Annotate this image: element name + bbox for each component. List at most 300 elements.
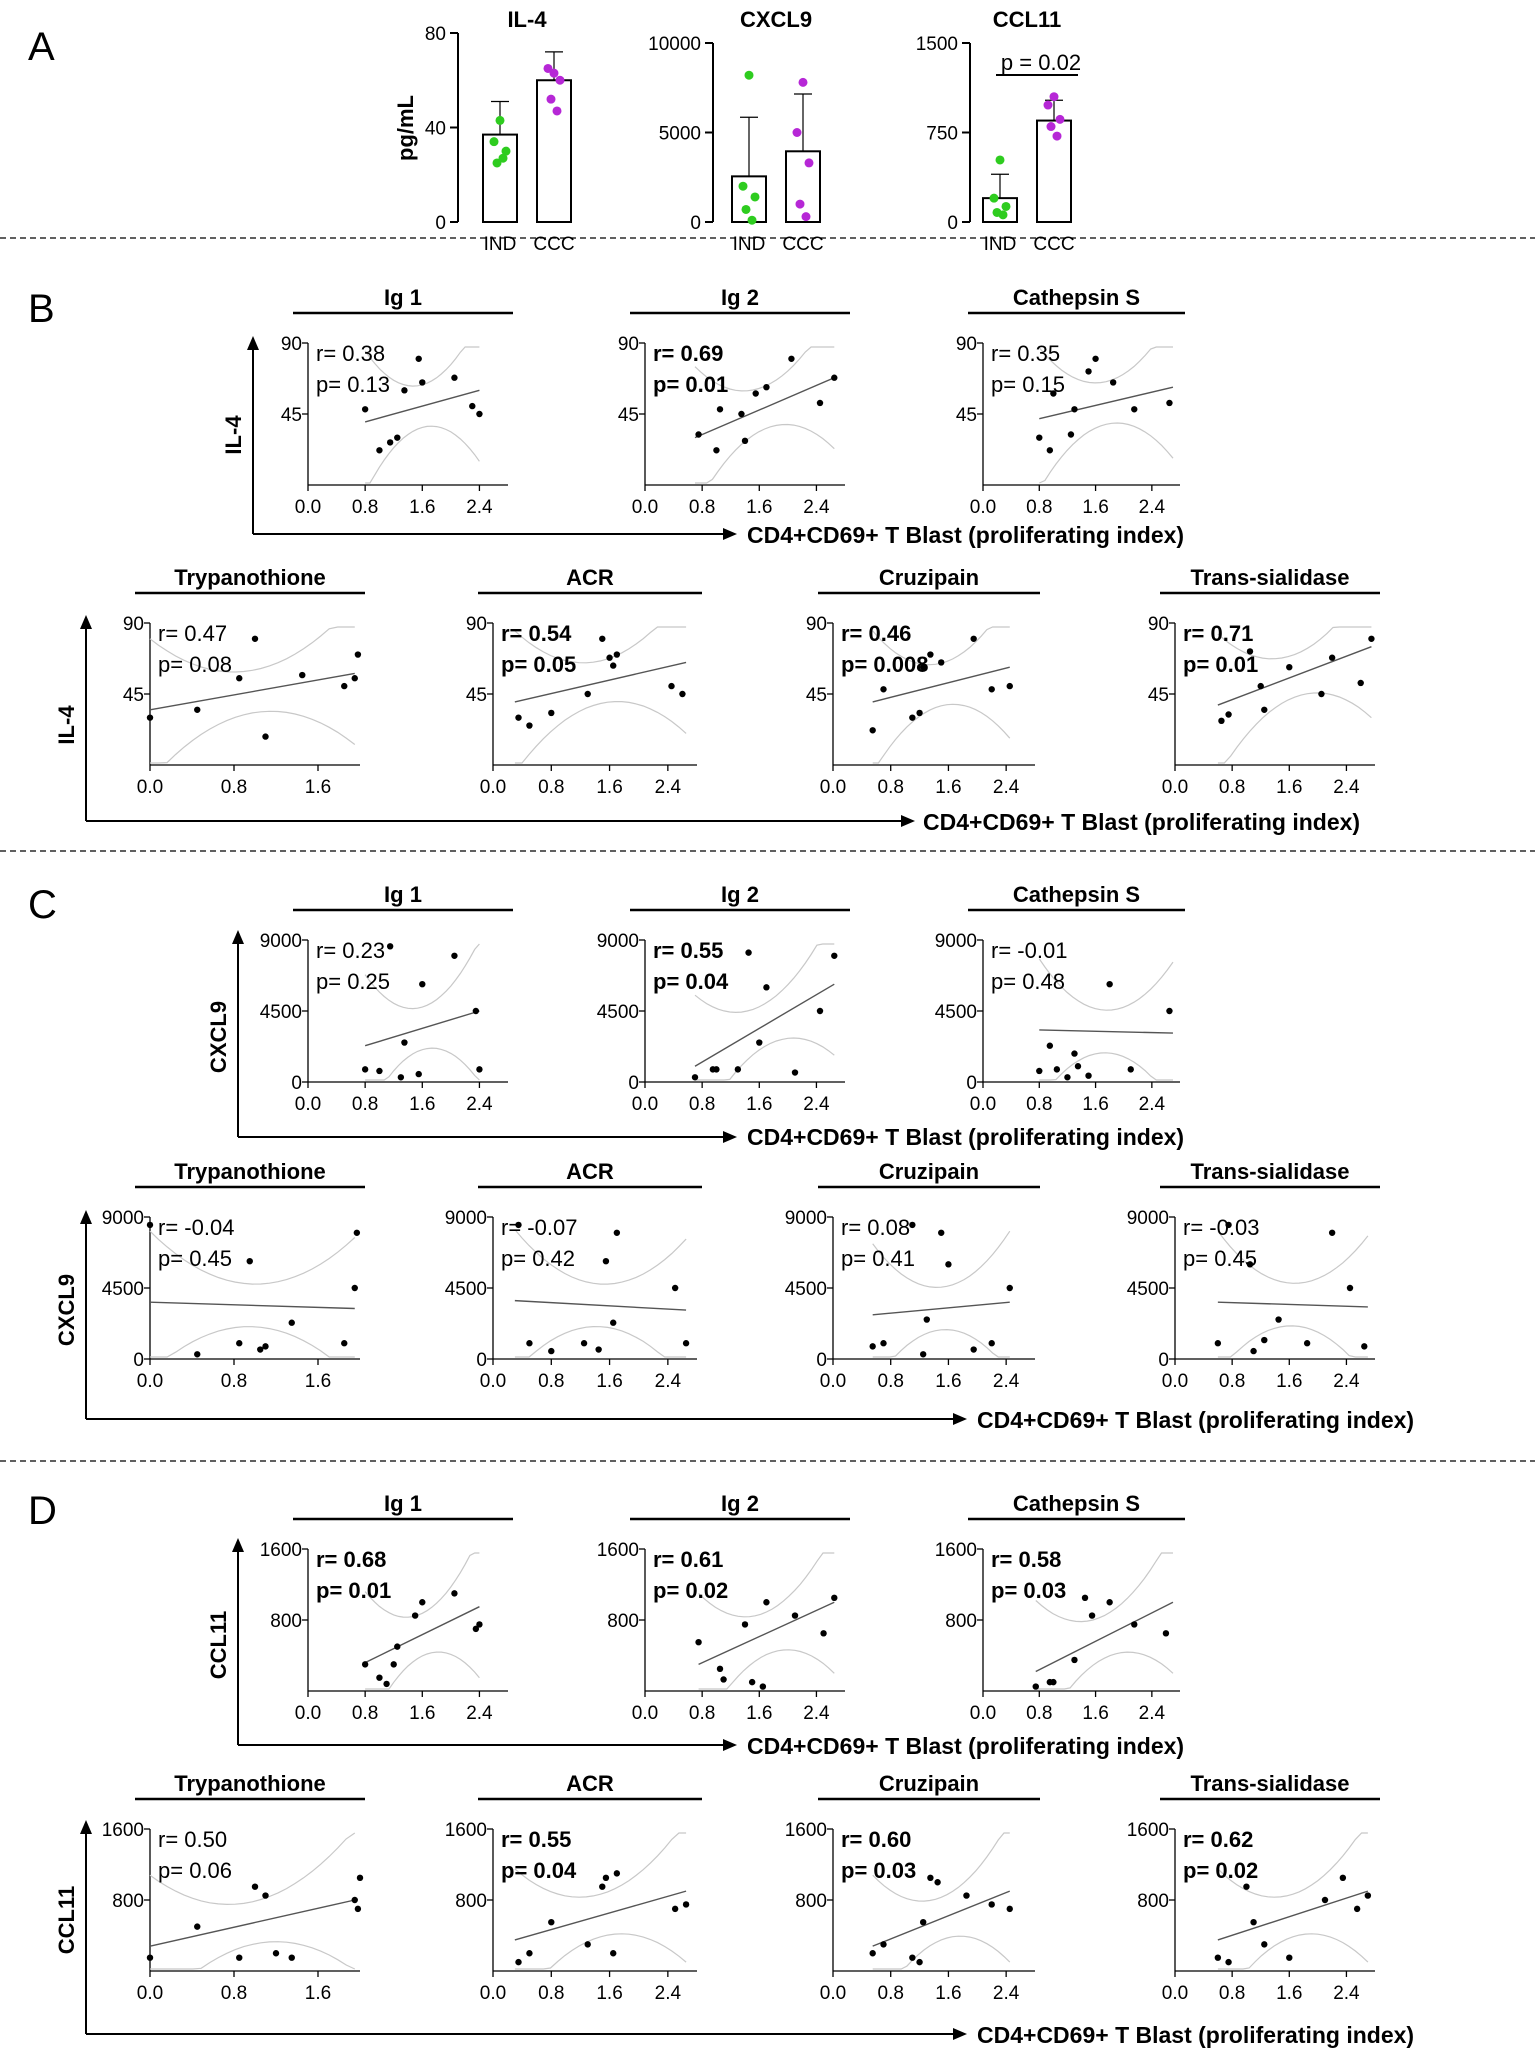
bar-chart-title: IL-4 bbox=[507, 7, 547, 32]
x-tick-label: 0.0 bbox=[1161, 1983, 1189, 2004]
y-tick-label: 1600 bbox=[259, 1540, 302, 1561]
scatter-point bbox=[352, 1285, 358, 1291]
scatter-point bbox=[1340, 1875, 1346, 1881]
y-tick-label: 800 bbox=[270, 1611, 302, 1632]
data-point-ind bbox=[739, 182, 748, 191]
scatter-point bbox=[394, 434, 400, 440]
correlation-p: p= 0.13 bbox=[316, 372, 391, 397]
x-tick-label: 0.0 bbox=[819, 1371, 847, 1392]
y-tick-label: 45 bbox=[955, 405, 977, 426]
scatter-point bbox=[717, 1666, 723, 1672]
x-category-label: IND bbox=[483, 234, 517, 255]
correlation-p: p= 0.04 bbox=[653, 969, 729, 994]
data-point-ccc bbox=[1056, 115, 1065, 124]
group-y-label: CXCL9 bbox=[206, 1000, 231, 1074]
scatter-c1-cathepsin-s bbox=[935, 882, 1185, 1115]
x-category-label: CCC bbox=[533, 234, 575, 255]
correlation-r: r= 0.68 bbox=[316, 1547, 387, 1572]
correlation-r: r= 0.50 bbox=[158, 1827, 228, 1852]
scatter-point bbox=[1322, 1897, 1328, 1903]
x-tick-label: 1.6 bbox=[1276, 1371, 1303, 1392]
data-point-ccc bbox=[1047, 122, 1056, 131]
data-point-ind bbox=[751, 192, 760, 201]
arrow-right-icon bbox=[723, 528, 737, 540]
scatter-point bbox=[515, 714, 521, 720]
scatter-point bbox=[147, 1954, 153, 1960]
confidence-band-lower bbox=[1218, 1326, 1368, 1357]
group-x-label: CD4+CD69+ T Blast (proliferating index) bbox=[747, 1733, 1185, 1759]
x-tick-label: 1.6 bbox=[409, 1703, 436, 1724]
scatter-point bbox=[147, 714, 153, 720]
scatter-point bbox=[548, 1919, 554, 1925]
y-tick-label: 750 bbox=[926, 123, 958, 145]
scatter-point bbox=[720, 1676, 726, 1682]
scatter-point bbox=[1365, 1892, 1371, 1898]
scatter-point bbox=[451, 375, 457, 381]
scatter-point bbox=[831, 953, 837, 959]
confidence-band-lower bbox=[873, 704, 1010, 763]
correlation-r: r= 0.47 bbox=[158, 621, 228, 646]
x-tick-label: 1.6 bbox=[409, 1094, 436, 1115]
correlation-r: r= 0.62 bbox=[1183, 1827, 1254, 1852]
x-tick-label: 2.4 bbox=[1138, 497, 1166, 518]
scatter-point bbox=[1286, 1954, 1292, 1960]
scatter-point bbox=[416, 356, 422, 362]
scatter-point bbox=[1361, 1343, 1367, 1349]
scatter-title: Cathepsin S bbox=[1012, 882, 1141, 907]
regression-line bbox=[365, 1607, 479, 1663]
y-tick-label: 9000 bbox=[784, 1208, 827, 1229]
scatter-point bbox=[695, 1639, 701, 1645]
scatter-point bbox=[938, 659, 944, 665]
scatter-title: ACR bbox=[566, 565, 614, 590]
x-tick-label: 0.0 bbox=[631, 497, 659, 518]
panel-label-a: A bbox=[28, 25, 55, 69]
x-tick-label: 2.4 bbox=[803, 1703, 830, 1724]
scatter-point bbox=[398, 1074, 404, 1080]
regression-line bbox=[873, 1302, 1010, 1315]
group-y-label: CCL11 bbox=[206, 1610, 231, 1680]
scatter-point bbox=[606, 655, 612, 661]
scatter-title: Ig 1 bbox=[384, 285, 422, 310]
scatter-point bbox=[252, 636, 258, 642]
y-tick-label: 800 bbox=[112, 1891, 144, 1912]
scatter-point bbox=[451, 953, 457, 959]
y-tick-label: 45 bbox=[1147, 685, 1169, 706]
scatter-title: Ig 2 bbox=[721, 1491, 759, 1516]
x-tick-label: 0.0 bbox=[969, 1703, 997, 1724]
arrow-right-icon bbox=[953, 2028, 967, 2040]
correlation-r: r= 0.61 bbox=[653, 1547, 724, 1572]
scatter-title: Cathepsin S bbox=[1012, 285, 1141, 310]
confidence-band-lower bbox=[1039, 1053, 1173, 1080]
scatter-point bbox=[963, 1892, 969, 1898]
correlation-r: r= 0.60 bbox=[841, 1827, 912, 1852]
scatter-point bbox=[1068, 431, 1074, 437]
y-tick-label: 90 bbox=[280, 334, 302, 355]
arrow-up-icon bbox=[80, 1210, 92, 1224]
x-tick-label: 0.8 bbox=[1026, 497, 1053, 518]
scatter-point bbox=[738, 411, 744, 417]
x-tick-label: 1.6 bbox=[935, 1371, 962, 1392]
scatter-point bbox=[394, 1643, 400, 1649]
y-tick-label: 45 bbox=[122, 685, 144, 706]
bar-y-axis-label: pg/mL bbox=[393, 95, 418, 161]
scatter-point bbox=[603, 1875, 609, 1881]
scatter-point bbox=[362, 1661, 368, 1667]
x-tick-label: 0.8 bbox=[220, 777, 248, 798]
scatter-point bbox=[416, 1071, 422, 1077]
scatter-point bbox=[603, 1258, 609, 1264]
y-tick-label: 4500 bbox=[596, 1002, 639, 1023]
scatter-point bbox=[299, 672, 305, 678]
x-tick-label: 2.4 bbox=[1333, 777, 1360, 798]
scatter-point bbox=[476, 1621, 482, 1627]
scatter-b2-trypanothione bbox=[123, 565, 365, 798]
scatter-point bbox=[289, 1954, 295, 1960]
scatter-point bbox=[355, 1906, 361, 1912]
data-point-ind bbox=[999, 210, 1008, 219]
scatter-point bbox=[252, 1883, 258, 1889]
y-tick-label: 0 bbox=[947, 213, 958, 234]
scatter-point bbox=[909, 1954, 915, 1960]
x-tick-label: 0.8 bbox=[1218, 1983, 1246, 2004]
x-tick-label: 1.6 bbox=[1276, 777, 1303, 798]
scatter-point bbox=[753, 390, 759, 396]
bar-ccc bbox=[786, 151, 820, 222]
scatter-point bbox=[869, 1950, 875, 1956]
data-point-ccc bbox=[1050, 92, 1059, 101]
x-tick-label: 2.4 bbox=[466, 1703, 493, 1724]
data-point-ccc bbox=[802, 212, 811, 221]
scatter-point bbox=[585, 691, 591, 697]
y-tick-label: 1600 bbox=[934, 1540, 977, 1561]
scatter-title: Trans-sialidase bbox=[1190, 565, 1350, 590]
correlation-p: p= 0.03 bbox=[991, 1578, 1067, 1603]
correlation-p: p= 0.41 bbox=[841, 1246, 916, 1271]
bar-chart-ccl11 bbox=[916, 7, 1081, 255]
arrow-right-icon bbox=[953, 1413, 967, 1425]
scatter-point bbox=[476, 411, 482, 417]
y-tick-label: 0 bbox=[816, 1350, 827, 1371]
x-tick-label: 1.6 bbox=[746, 497, 773, 518]
scatter-point bbox=[548, 710, 554, 716]
confidence-band-lower bbox=[365, 426, 479, 483]
y-tick-label: 0 bbox=[966, 1073, 977, 1094]
scatter-d2-cruzipain bbox=[785, 1771, 1040, 2004]
scatter-point bbox=[614, 1870, 620, 1876]
scatter-point bbox=[401, 1039, 407, 1045]
y-tick-label: 1600 bbox=[1126, 1820, 1169, 1841]
data-point-ind bbox=[748, 216, 757, 225]
correlation-p: p= 0.45 bbox=[1183, 1246, 1258, 1271]
y-tick-label: 90 bbox=[617, 334, 639, 355]
x-tick-label: 1.6 bbox=[1082, 497, 1109, 518]
scatter-point bbox=[1092, 356, 1098, 362]
scatter-point bbox=[763, 1599, 769, 1605]
scatter-c2-trypanothione bbox=[102, 1159, 365, 1392]
scatter-point bbox=[756, 1039, 762, 1045]
x-tick-label: 1.6 bbox=[935, 1983, 962, 2004]
y-tick-label: 9000 bbox=[101, 1208, 144, 1229]
scatter-point bbox=[419, 1599, 425, 1605]
bar-chart-title: CXCL9 bbox=[739, 7, 813, 32]
y-tick-label: 1600 bbox=[784, 1820, 827, 1841]
y-tick-label: 9000 bbox=[259, 931, 302, 952]
scatter-point bbox=[831, 1595, 837, 1601]
x-tick-label: 2.4 bbox=[1333, 1983, 1360, 2004]
arrow-up-icon bbox=[80, 1820, 92, 1834]
scatter-d2-trans-sialidase bbox=[1127, 1771, 1380, 2004]
scatter-title: Trypanothione bbox=[174, 1159, 326, 1184]
panel-label-d: D bbox=[28, 1489, 57, 1533]
scatter-point bbox=[1071, 1657, 1077, 1663]
y-tick-label: 10000 bbox=[648, 34, 701, 55]
scatter-d1-ig-1 bbox=[260, 1491, 513, 1724]
data-point-ccc bbox=[793, 128, 802, 137]
scatter-point bbox=[692, 1074, 698, 1080]
x-tick-label: 0.0 bbox=[631, 1703, 659, 1724]
x-tick-label: 0.8 bbox=[220, 1371, 248, 1392]
scatter-point bbox=[1089, 1612, 1095, 1618]
x-category-label: CCC bbox=[1033, 234, 1075, 255]
data-point-ccc bbox=[556, 76, 565, 85]
arrow-up-icon bbox=[232, 930, 244, 944]
scatter-b2-acr bbox=[466, 565, 702, 798]
x-tick-label: 0.0 bbox=[479, 777, 507, 798]
data-point-ccc bbox=[805, 158, 814, 167]
y-tick-label: 40 bbox=[424, 118, 446, 140]
regression-line bbox=[1039, 1030, 1173, 1033]
scatter-point bbox=[1261, 1941, 1267, 1947]
y-tick-label: 0 bbox=[1158, 1350, 1169, 1371]
scatter-b1-ig-1 bbox=[281, 285, 513, 518]
scatter-point bbox=[1047, 1043, 1053, 1049]
scatter-point bbox=[1329, 1230, 1335, 1236]
group-y-label: IL-4 bbox=[221, 415, 246, 455]
correlation-r: r= 0.55 bbox=[653, 938, 724, 963]
scatter-point bbox=[1358, 680, 1364, 686]
regression-line bbox=[695, 984, 834, 1066]
x-tick-label: 1.6 bbox=[746, 1094, 773, 1115]
x-category-label: CCC bbox=[782, 234, 824, 255]
scatter-point bbox=[236, 1340, 242, 1346]
scatter-b1-cathepsin-s bbox=[956, 285, 1185, 518]
scatter-point bbox=[924, 1316, 930, 1322]
y-tick-label: 0 bbox=[476, 1350, 487, 1371]
x-tick-label: 2.4 bbox=[1138, 1094, 1166, 1115]
scatter-point bbox=[1085, 1072, 1091, 1078]
correlation-p: p= 0.01 bbox=[316, 1578, 392, 1603]
scatter-point bbox=[831, 375, 837, 381]
x-tick-label: 0.8 bbox=[1218, 1371, 1246, 1392]
scatter-point bbox=[817, 400, 823, 406]
bar-ind bbox=[732, 176, 766, 222]
x-tick-label: 0.8 bbox=[538, 1371, 565, 1392]
scatter-point bbox=[1275, 1316, 1281, 1322]
scatter-title: Ig 1 bbox=[384, 882, 422, 907]
scatter-point bbox=[1007, 1285, 1013, 1291]
scatter-point bbox=[1243, 1883, 1249, 1889]
bar-chart-il-4 bbox=[425, 7, 575, 255]
y-tick-label: 800 bbox=[607, 1611, 639, 1632]
y-tick-label: 800 bbox=[455, 1891, 487, 1912]
y-tick-label: 4500 bbox=[101, 1279, 144, 1300]
scatter-point bbox=[383, 1681, 389, 1687]
x-tick-label: 2.4 bbox=[992, 1983, 1020, 2004]
group-y-label: CCL11 bbox=[54, 1885, 79, 1955]
group-x-label: CD4+CD69+ T Blast (proliferating index) bbox=[977, 2022, 1415, 2048]
x-tick-label: 2.4 bbox=[803, 497, 830, 518]
scatter-point bbox=[473, 1008, 479, 1014]
x-tick-label: 1.6 bbox=[409, 497, 436, 518]
scatter-point bbox=[469, 403, 475, 409]
scatter-point bbox=[1368, 636, 1374, 642]
scatter-point bbox=[989, 1340, 995, 1346]
scatter-title: Cruzipain bbox=[878, 1159, 980, 1184]
scatter-point bbox=[1047, 447, 1053, 453]
correlation-r: r= 0.23 bbox=[316, 938, 386, 963]
scatter-point bbox=[792, 1069, 798, 1075]
x-tick-label: 0.8 bbox=[688, 1703, 716, 1724]
x-tick-label: 0.8 bbox=[688, 1094, 716, 1115]
correlation-r: r= -0.07 bbox=[501, 1215, 578, 1240]
scatter-point bbox=[599, 636, 605, 642]
scatter-title: Trans-sialidase bbox=[1190, 1159, 1350, 1184]
x-tick-label: 0.0 bbox=[479, 1371, 507, 1392]
group-y-label: IL-4 bbox=[54, 705, 79, 745]
arrow-up-icon bbox=[80, 615, 92, 629]
x-tick-label: 0.0 bbox=[1161, 777, 1189, 798]
correlation-r: r= -0.04 bbox=[158, 1215, 235, 1240]
scatter-point bbox=[1329, 655, 1335, 661]
scatter-point bbox=[1166, 400, 1172, 406]
data-point-ccc bbox=[796, 200, 805, 209]
scatter-point bbox=[419, 981, 425, 987]
correlation-p: p= 0.45 bbox=[158, 1246, 233, 1271]
scatter-point bbox=[1110, 379, 1116, 385]
scatter-point bbox=[763, 384, 769, 390]
scatter-point bbox=[880, 1941, 886, 1947]
scatter-point bbox=[376, 447, 382, 453]
scatter-point bbox=[1085, 368, 1091, 374]
correlation-r: r= 0.69 bbox=[653, 341, 724, 366]
scatter-point bbox=[1261, 707, 1267, 713]
scatter-point bbox=[1347, 1285, 1353, 1291]
scatter-point bbox=[1258, 683, 1264, 689]
x-tick-label: 0.0 bbox=[136, 1371, 164, 1392]
scatter-point bbox=[262, 733, 268, 739]
correlation-p: p= 0.48 bbox=[991, 969, 1066, 994]
regression-line bbox=[150, 1900, 355, 1946]
scatter-point bbox=[1033, 1683, 1039, 1689]
scatter-title: ACR bbox=[566, 1159, 614, 1184]
scatter-point bbox=[387, 943, 393, 949]
x-tick-label: 2.4 bbox=[1138, 1703, 1166, 1724]
scatter-point bbox=[352, 675, 358, 681]
correlation-r: r= 0.35 bbox=[991, 341, 1061, 366]
scatter-point bbox=[548, 1348, 554, 1354]
x-tick-label: 0.8 bbox=[220, 1983, 248, 2004]
scatter-title: Trypanothione bbox=[174, 1771, 326, 1796]
confidence-band-lower bbox=[365, 1048, 479, 1080]
scatter-point bbox=[916, 710, 922, 716]
x-tick-label: 0.0 bbox=[969, 1094, 997, 1115]
y-tick-label: 80 bbox=[424, 24, 446, 45]
y-tick-label: 5000 bbox=[658, 123, 701, 145]
x-tick-label: 0.8 bbox=[877, 1371, 904, 1392]
scatter-point bbox=[820, 1630, 826, 1636]
x-tick-label: 1.6 bbox=[935, 777, 962, 798]
correlation-p: p= 0.04 bbox=[501, 1858, 577, 1883]
scatter-point bbox=[742, 438, 748, 444]
panel-label-c: C bbox=[28, 883, 57, 927]
y-tick-label: 4500 bbox=[934, 1002, 977, 1023]
scatter-point bbox=[880, 686, 886, 692]
regression-line bbox=[150, 673, 355, 709]
scatter-point bbox=[1050, 1679, 1056, 1685]
scatter-point bbox=[945, 1261, 951, 1267]
group-x-label: CD4+CD69+ T Blast (proliferating index) bbox=[747, 522, 1185, 548]
scatter-point bbox=[1106, 981, 1112, 987]
scatter-point bbox=[742, 1621, 748, 1627]
scatter-point bbox=[1128, 1066, 1134, 1072]
confidence-band-lower bbox=[1218, 1934, 1368, 1969]
bar-ind bbox=[483, 135, 517, 222]
scatter-point bbox=[595, 1346, 601, 1352]
y-tick-label: 1600 bbox=[596, 1540, 639, 1561]
scatter-point bbox=[614, 651, 620, 657]
y-tick-label: 0 bbox=[291, 1073, 302, 1094]
x-tick-label: 0.8 bbox=[1026, 1094, 1053, 1115]
correlation-p: p= 0.25 bbox=[316, 969, 391, 994]
scatter-point bbox=[880, 1340, 886, 1346]
scatter-point bbox=[869, 727, 875, 733]
scatter-point bbox=[262, 1343, 268, 1349]
x-tick-label: 0.8 bbox=[538, 1983, 565, 2004]
correlation-r: r= -0.03 bbox=[1183, 1215, 1260, 1240]
confidence-band-lower bbox=[1039, 423, 1173, 483]
x-tick-label: 1.6 bbox=[1276, 1983, 1303, 2004]
y-tick-label: 45 bbox=[805, 685, 827, 706]
confidence-band-lower bbox=[695, 425, 834, 484]
x-tick-label: 0.0 bbox=[631, 1094, 659, 1115]
y-tick-label: 9000 bbox=[1126, 1208, 1169, 1229]
x-tick-label: 1.6 bbox=[596, 777, 623, 798]
data-point-ind bbox=[742, 205, 751, 214]
correlation-r: r= 0.55 bbox=[501, 1827, 572, 1852]
x-category-label: IND bbox=[983, 234, 1017, 255]
scatter-title: Cruzipain bbox=[878, 1771, 980, 1796]
scatter-point bbox=[526, 1340, 532, 1346]
scatter-point bbox=[1131, 406, 1137, 412]
correlation-p: p= 0.008 bbox=[841, 652, 929, 677]
confidence-band-lower bbox=[1036, 1652, 1173, 1689]
x-tick-label: 1.6 bbox=[304, 777, 332, 798]
y-tick-label: 4500 bbox=[1126, 1279, 1169, 1300]
data-point-ccc bbox=[799, 78, 808, 87]
scatter-point bbox=[717, 406, 723, 412]
scatter-point bbox=[672, 1285, 678, 1291]
scatter-title: Ig 2 bbox=[721, 882, 759, 907]
scatter-title: Cruzipain bbox=[878, 565, 980, 590]
scatter-point bbox=[745, 949, 751, 955]
y-tick-label: 9000 bbox=[444, 1208, 487, 1229]
scatter-point bbox=[1131, 1621, 1137, 1627]
scatter-point bbox=[355, 651, 361, 657]
scatter-point bbox=[695, 431, 701, 437]
correlation-r: r= 0.08 bbox=[841, 1215, 911, 1240]
